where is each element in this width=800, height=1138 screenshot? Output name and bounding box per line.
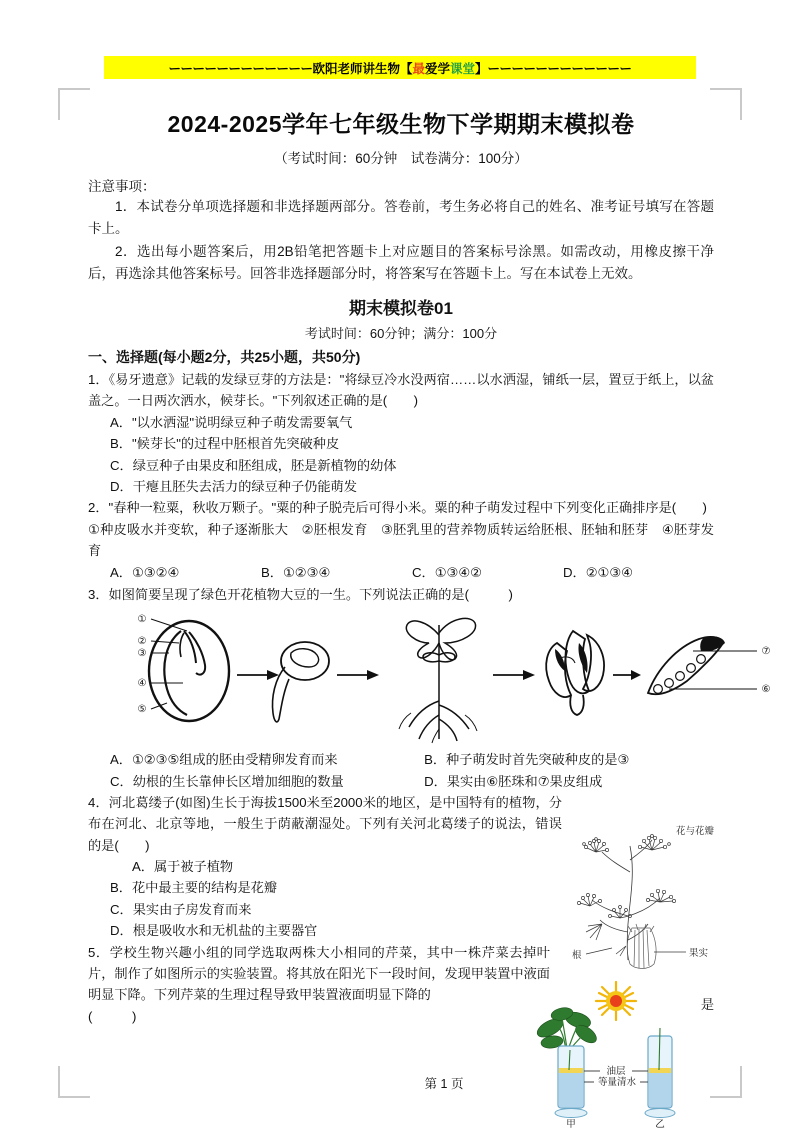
corner-mark-top-right	[710, 88, 742, 120]
question-2-option-c: C．①③④②	[412, 565, 483, 581]
caraway-label-fruit: 果实	[689, 947, 709, 959]
banner-text-3: 】	[475, 61, 488, 76]
banner-text-red: 最	[412, 61, 425, 76]
celery-experiment-figure	[532, 980, 722, 1135]
question-4-text: 河北葛缕子(如图)生长于海拔1500米至2000米的地区，是中国特有的植物，分布在河北、北京等地，一般生于荫蔽潮湿处。下列有关河北葛缕子的说法，错误的是( )	[88, 794, 562, 853]
page-title: 2024-2025学年七年级生物下学期期末模拟卷	[167, 111, 635, 137]
banner-text-2: 爱学	[424, 61, 450, 76]
question-2-options	[88, 562, 714, 583]
question-2-option-b: B．①②③④	[261, 565, 331, 581]
question-1-option-c: C．绿豆种子由果皮和胚组成，胚是新植物的幼体	[110, 457, 397, 473]
question-3-option-a: A．①②③⑤组成的胚由受精卵发育而来	[110, 752, 338, 768]
caraway-label-root: 根	[572, 949, 582, 961]
label-oil-layer: 油层	[606, 1065, 626, 1077]
question-3-text: 如图简要呈现了绿色开花植物大豆的一生。下列说法正确的是( )	[108, 586, 513, 602]
question-5-paren: ( )	[88, 1008, 137, 1024]
caraway-label-flower: 花与花瓣	[676, 825, 715, 837]
question-1-option-b: B．"候芽长"的过程中胚根首先突破种皮	[110, 436, 340, 452]
label-tube-a: 甲	[566, 1118, 576, 1130]
question-2-option-d: D．②①③④	[563, 565, 634, 581]
figure-label-6: ⑥	[761, 684, 771, 696]
question-3	[88, 584, 771, 792]
question-2-option-a: A．①③②④	[110, 565, 180, 581]
question-4-option-b: B．花中最主要的结构是花瓣	[110, 880, 278, 896]
question-4-number: 4．	[88, 794, 109, 810]
question-1-option-d: D．干瘪且胚失去活力的绿豆种子仍能萌发	[110, 478, 357, 494]
question-1	[88, 369, 714, 497]
page-footer	[0, 1074, 800, 1092]
label-tube-b: 乙	[655, 1118, 665, 1130]
question-5-tail-word: 是	[700, 996, 714, 1012]
question-5-text: 学校生物兴趣小组的同学选取两株大小相同的芹菜，其中一株芹菜去掉叶片，制作了如图所示的实验装置。将其放在阳光下一段时间，发现甲装置中液面明显下降。下列芹菜的生理过程导致甲装置液面明显下降的	[88, 944, 550, 1003]
figure-label-3: ③	[137, 648, 147, 660]
question-5-number: 5．	[88, 944, 110, 960]
figure-label-2: ②	[137, 636, 147, 648]
question-3-option-c: C．幼根的生长靠伸长区增加细胞的数量	[110, 773, 344, 789]
question-4-option-a: A．属于被子植物	[132, 859, 234, 875]
question-2-number: 2．	[88, 500, 109, 516]
question-3-stem	[88, 584, 714, 605]
question-3-option-b: B．种子萌发时首先突破种皮的是③	[424, 752, 630, 768]
question-2	[88, 497, 714, 584]
sun-icon	[596, 982, 636, 1020]
figure-label-4: ④	[137, 678, 147, 690]
question-4-stem	[88, 792, 562, 856]
test-tube-b	[645, 1028, 675, 1118]
celery-experiment-svg	[532, 980, 722, 1130]
soybean-lifecycle-svg	[121, 609, 771, 745]
watermark-banner	[104, 56, 696, 79]
figure-label-5: ⑤	[137, 704, 147, 716]
question-3-number: 3．	[88, 586, 109, 602]
label-equal-water: 等量清水	[597, 1076, 637, 1088]
question-3-option-d: D．果实由⑥胚珠和⑦果皮组成	[424, 773, 603, 789]
banner-text-1: 欧阳老师讲生物【	[312, 61, 413, 76]
question-2-sequence: ①种皮吸水并变软，种子逐渐胀大 ②胚根发育 ③胚乳里的营养物质转运给胚根、胚轴和胚芽 ④胚芽发育	[88, 521, 714, 559]
banner-text-green: 课堂	[450, 61, 476, 76]
mock-paper-subtitle: 考试时间：60分钟；满分：100分	[304, 326, 498, 342]
exam-info: （考试时间：60分钟 试卷满分：100分）	[274, 151, 528, 166]
notice-item-1: 1．本试卷分单项选择题和非选择题两部分。答卷前，考生务必将自己的姓名、准考证号填写在答题卡上。	[88, 199, 714, 237]
question-4-text-block	[88, 792, 562, 942]
banner-dashes-left: ーーーーーーーーーーーー	[168, 61, 313, 76]
question-1-option-a: A．"以水洒湿"说明绿豆种子萌发需要氧气	[110, 414, 353, 430]
notice-item-2: 2．选出每小题答案后，用2B铅笔把答题卡上对应题目的答案标号涂黑。如需改动，用橡皮擦干净后，再选涂其他答案标号。回答非选择题部分时，将答案写在答题卡上。写在本试卷上无效。	[88, 243, 714, 281]
figure-label-7: ⑦	[761, 646, 771, 658]
question-4-option-d: D．根是吸收水和无机盐的主要器官	[110, 923, 318, 939]
question-2-text: "春种一粒粟，秋收万颗子。"粟的种子脱壳后可得小米。粟的种子萌发过程中下列变化正确排序是( )	[108, 500, 707, 516]
question-4	[88, 792, 715, 961]
question-5-stem	[88, 942, 550, 1006]
question-3-options-row-2	[88, 771, 714, 792]
question-3-options-row-1	[88, 749, 714, 770]
question-1-number: 1．	[88, 372, 109, 388]
figure-label-1: ①	[137, 614, 147, 626]
notice-label: 注意事项：	[88, 179, 156, 194]
page-number: 第 1 页	[424, 1077, 464, 1091]
question-1-stem	[88, 369, 714, 412]
question-5-text-block	[88, 942, 550, 1028]
corner-mark-top-left	[58, 88, 90, 120]
celery-plant	[534, 1005, 599, 1049]
banner-dashes-right: ーーーーーーーーーーーー	[487, 61, 632, 76]
mock-paper-title: 期末模拟卷01	[349, 299, 453, 319]
question-2-stem	[88, 497, 714, 518]
section-heading-choice: 一、选择题(每小题2分，共25小题，共50分)	[88, 349, 361, 366]
question-4-option-c: C．果实由子房发育而来	[110, 901, 252, 917]
question-1-text: 《易牙遗意》记载的发绿豆芽的方法是："将绿豆冷水没两宿……以水洒湿，铺纸一层，置豆于纸上，以盆盖之。一日两次洒水，候芽长。"下列叙述正确的是( )	[88, 372, 714, 409]
soybean-lifecycle-figure	[88, 609, 771, 745]
